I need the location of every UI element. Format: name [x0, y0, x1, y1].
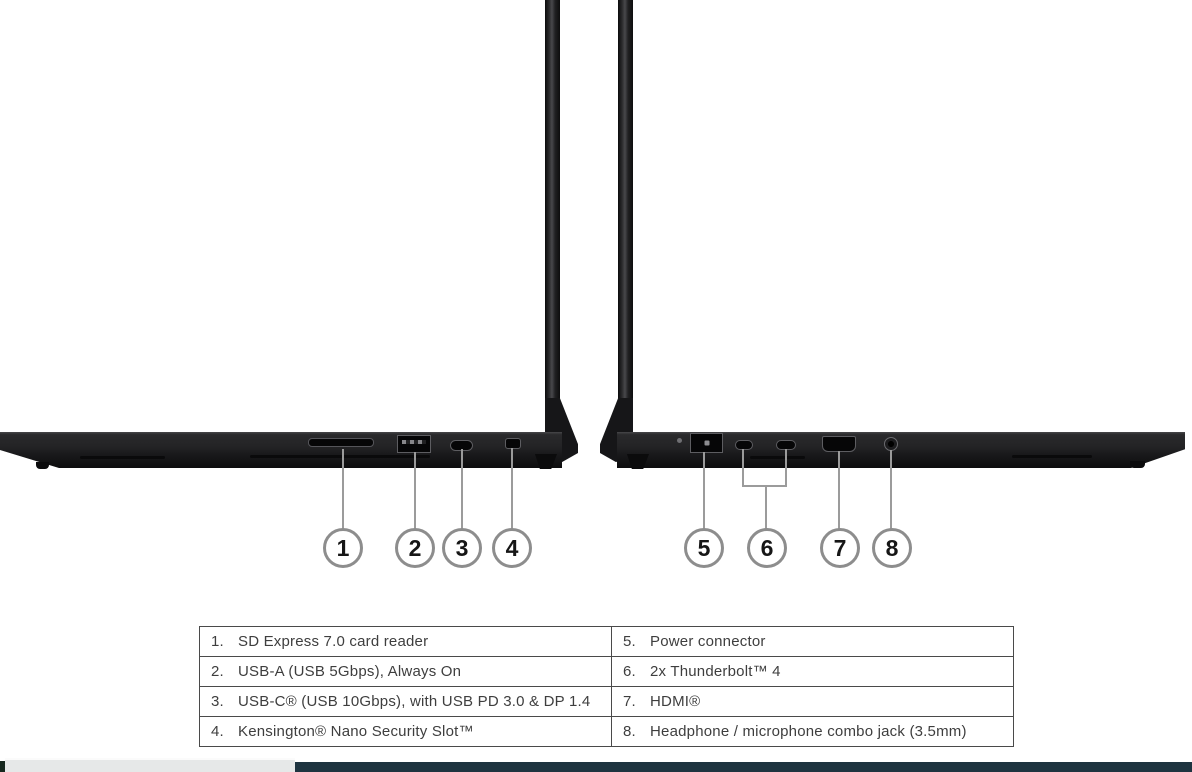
callout-6: 6 [747, 528, 787, 568]
leader-line-6c [765, 487, 767, 529]
row-number: 4. [211, 723, 224, 740]
row-number: 1. [211, 633, 224, 650]
rubber-foot [36, 462, 49, 469]
port-description: Headphone / microphone combo jack (3.5mm) [650, 723, 967, 740]
row-number: 3. [211, 693, 224, 710]
table-row [200, 687, 1014, 717]
leader-line-3 [461, 449, 463, 529]
laptop-base-left [0, 432, 562, 468]
spec-cell [200, 627, 612, 657]
table-row [200, 717, 1014, 747]
status-led-icon [677, 438, 682, 443]
laptop-lid-left [545, 0, 560, 449]
kensington-slot-icon [505, 438, 521, 449]
callout-1: 1 [323, 528, 363, 568]
row-number: 5. [623, 633, 636, 650]
vent-groove [1012, 455, 1092, 458]
callout-7: 7 [820, 528, 860, 568]
spec-cell [612, 627, 1014, 657]
leader-line-7 [838, 451, 840, 529]
hdmi-port-icon [822, 436, 856, 452]
leader-line-2 [414, 452, 416, 529]
table-row [200, 627, 1014, 657]
thunderbolt-port-1-icon [735, 440, 753, 450]
table-row [200, 657, 1014, 687]
port-description: USB-A (USB 5Gbps), Always On [238, 663, 462, 680]
laptop-lid-right [618, 0, 633, 449]
leader-line-8 [890, 450, 892, 529]
spec-cell [612, 687, 1014, 717]
port-description: Power connector [650, 633, 766, 650]
leader-line-4 [511, 448, 513, 529]
taskbar-item[interactable] [5, 758, 295, 772]
port-description: HDMI® [650, 693, 701, 710]
port-description: SD Express 7.0 card reader [238, 633, 429, 650]
callout-8: 8 [872, 528, 912, 568]
callout-5: 5 [684, 528, 724, 568]
spec-cell [200, 687, 612, 717]
usb-a-pins [402, 440, 426, 444]
spec-cell [200, 717, 612, 747]
sd-card-slot-icon [308, 438, 374, 447]
spec-cell [612, 717, 1014, 747]
row-number: 2. [211, 663, 224, 680]
leader-line-6b [785, 449, 787, 487]
vent-groove [250, 455, 430, 458]
callout-2: 2 [395, 528, 435, 568]
port-description: USB-C® (USB 10Gbps), with USB PD 3.0 & DP 1.4 [238, 693, 591, 710]
row-number: 8. [623, 723, 636, 740]
port-description: 2x Thunderbolt™ 4 [650, 663, 781, 680]
spec-cell [612, 657, 1014, 687]
callout-3: 3 [442, 528, 482, 568]
power-connector-icon [690, 433, 723, 453]
leader-line-1 [342, 449, 344, 529]
port-description: Kensington® Nano Security Slot™ [238, 723, 474, 740]
row-number: 7. [623, 693, 636, 710]
leader-line-5 [703, 452, 705, 529]
audio-jack-icon [884, 437, 898, 451]
taskbar-corner [0, 761, 5, 772]
vent-groove [750, 456, 805, 459]
usb-a-port-icon [397, 435, 431, 453]
port-spec-table [199, 626, 1014, 747]
rubber-foot [1130, 461, 1145, 468]
row-number: 6. [623, 663, 636, 680]
callout-4: 4 [492, 528, 532, 568]
spec-cell [200, 657, 612, 687]
leader-line-6a [742, 449, 744, 487]
vent-groove [80, 456, 165, 459]
